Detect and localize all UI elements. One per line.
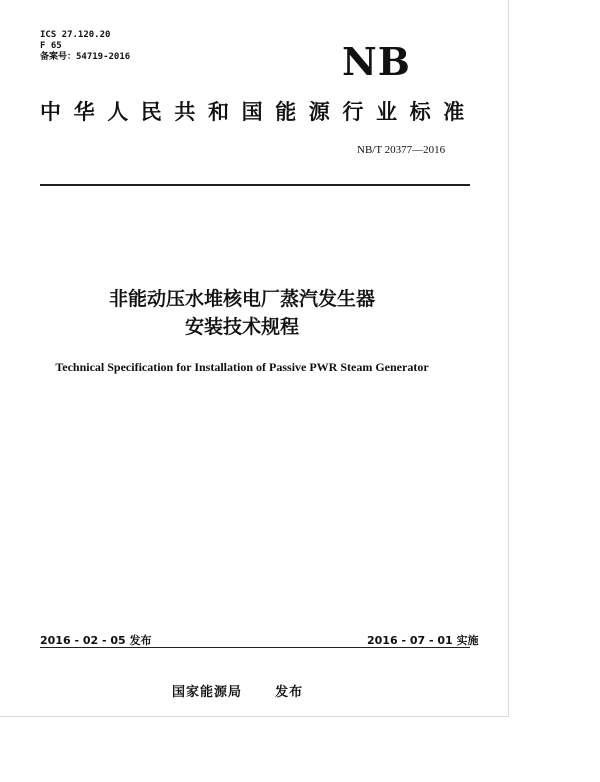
publisher-name: 国家能源局 [172,685,243,700]
implement-date: 2016 - 07 - 01 实施 [367,634,479,647]
ics-code: ICS 27.120.20 [40,30,111,40]
title-line-2: 安装技术规程 [184,316,299,338]
record-number: 备案号：54719-2016 [40,52,131,62]
standard-number: NB/T 20377—2016 [357,144,446,156]
top-divider [40,184,470,186]
org-title: 中华人民共和国能源行业标准 [40,100,477,124]
title-line-1: 非能动压水堆核电厂蒸汽发生器 [108,288,375,310]
classification-code: F 65 [40,41,62,51]
publish-date: 2016 - 02 - 05 发布 [40,634,152,647]
english-title: Technical Specification for Installation of Passive PWR Steam Generator [55,360,429,374]
publisher [172,681,303,700]
nb-logo: NB [342,39,411,84]
bottom-divider [40,647,470,648]
publisher-action: 发布 [275,685,304,700]
